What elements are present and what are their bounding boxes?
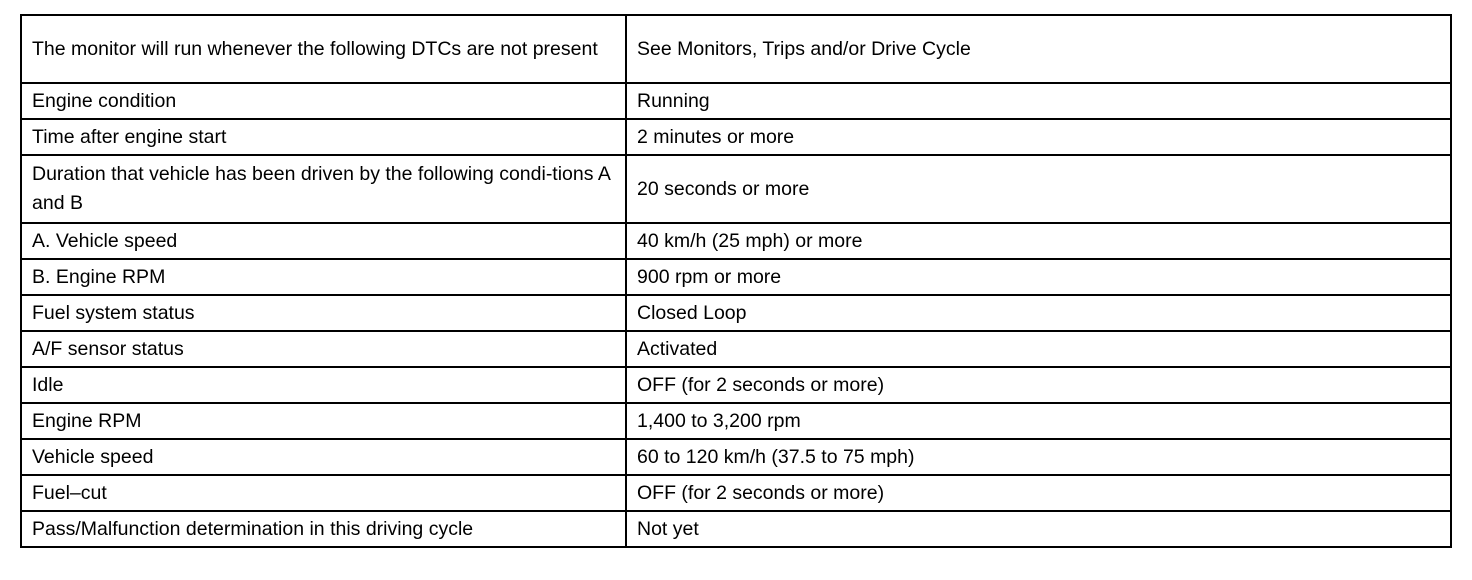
table-row [21,511,1451,547]
condition-cell: A/F sensor status [21,331,626,367]
condition-cell: Time after engine start [21,119,626,155]
table-row [21,367,1451,403]
table-row [21,223,1451,259]
value-cell: 1,400 to 3,200 rpm [626,403,1451,439]
condition-cell: Idle [21,367,626,403]
value-cell: Running [626,83,1451,119]
table-row [21,15,1451,83]
table-row [21,83,1451,119]
table-row [21,295,1451,331]
table-row [21,403,1451,439]
condition-cell: Vehicle speed [21,439,626,475]
table-row [21,155,1451,223]
table-row [21,259,1451,295]
value-cell: Not yet [626,511,1451,547]
condition-cell: Engine RPM [21,403,626,439]
condition-cell: B. Engine RPM [21,259,626,295]
table-row [21,119,1451,155]
condition-cell: Fuel system status [21,295,626,331]
conditions-table [20,14,1452,548]
value-cell: OFF (for 2 seconds or more) [626,475,1451,511]
condition-cell: Pass/Malfunction determination in this driving cycle [21,511,626,547]
value-cell: 60 to 120 km/h (37.5 to 75 mph) [626,439,1451,475]
value-cell: 2 minutes or more [626,119,1451,155]
condition-cell: Engine condition [21,83,626,119]
condition-cell: The monitor will run whenever the following DTCs are not present [21,15,626,83]
table-row [21,439,1451,475]
value-cell: 20 seconds or more [626,155,1451,223]
value-cell: Activated [626,331,1451,367]
condition-cell: Fuel–cut [21,475,626,511]
value-cell: Closed Loop [626,295,1451,331]
value-cell: OFF (for 2 seconds or more) [626,367,1451,403]
value-cell: 900 rpm or more [626,259,1451,295]
value-cell: 40 km/h (25 mph) or more [626,223,1451,259]
condition-cell: Duration that vehicle has been driven by the following condi-tions A and B [21,155,626,223]
condition-cell: A. Vehicle speed [21,223,626,259]
table-row [21,331,1451,367]
value-cell: See Monitors, Trips and/or Drive Cycle [626,15,1451,83]
table-row [21,475,1451,511]
